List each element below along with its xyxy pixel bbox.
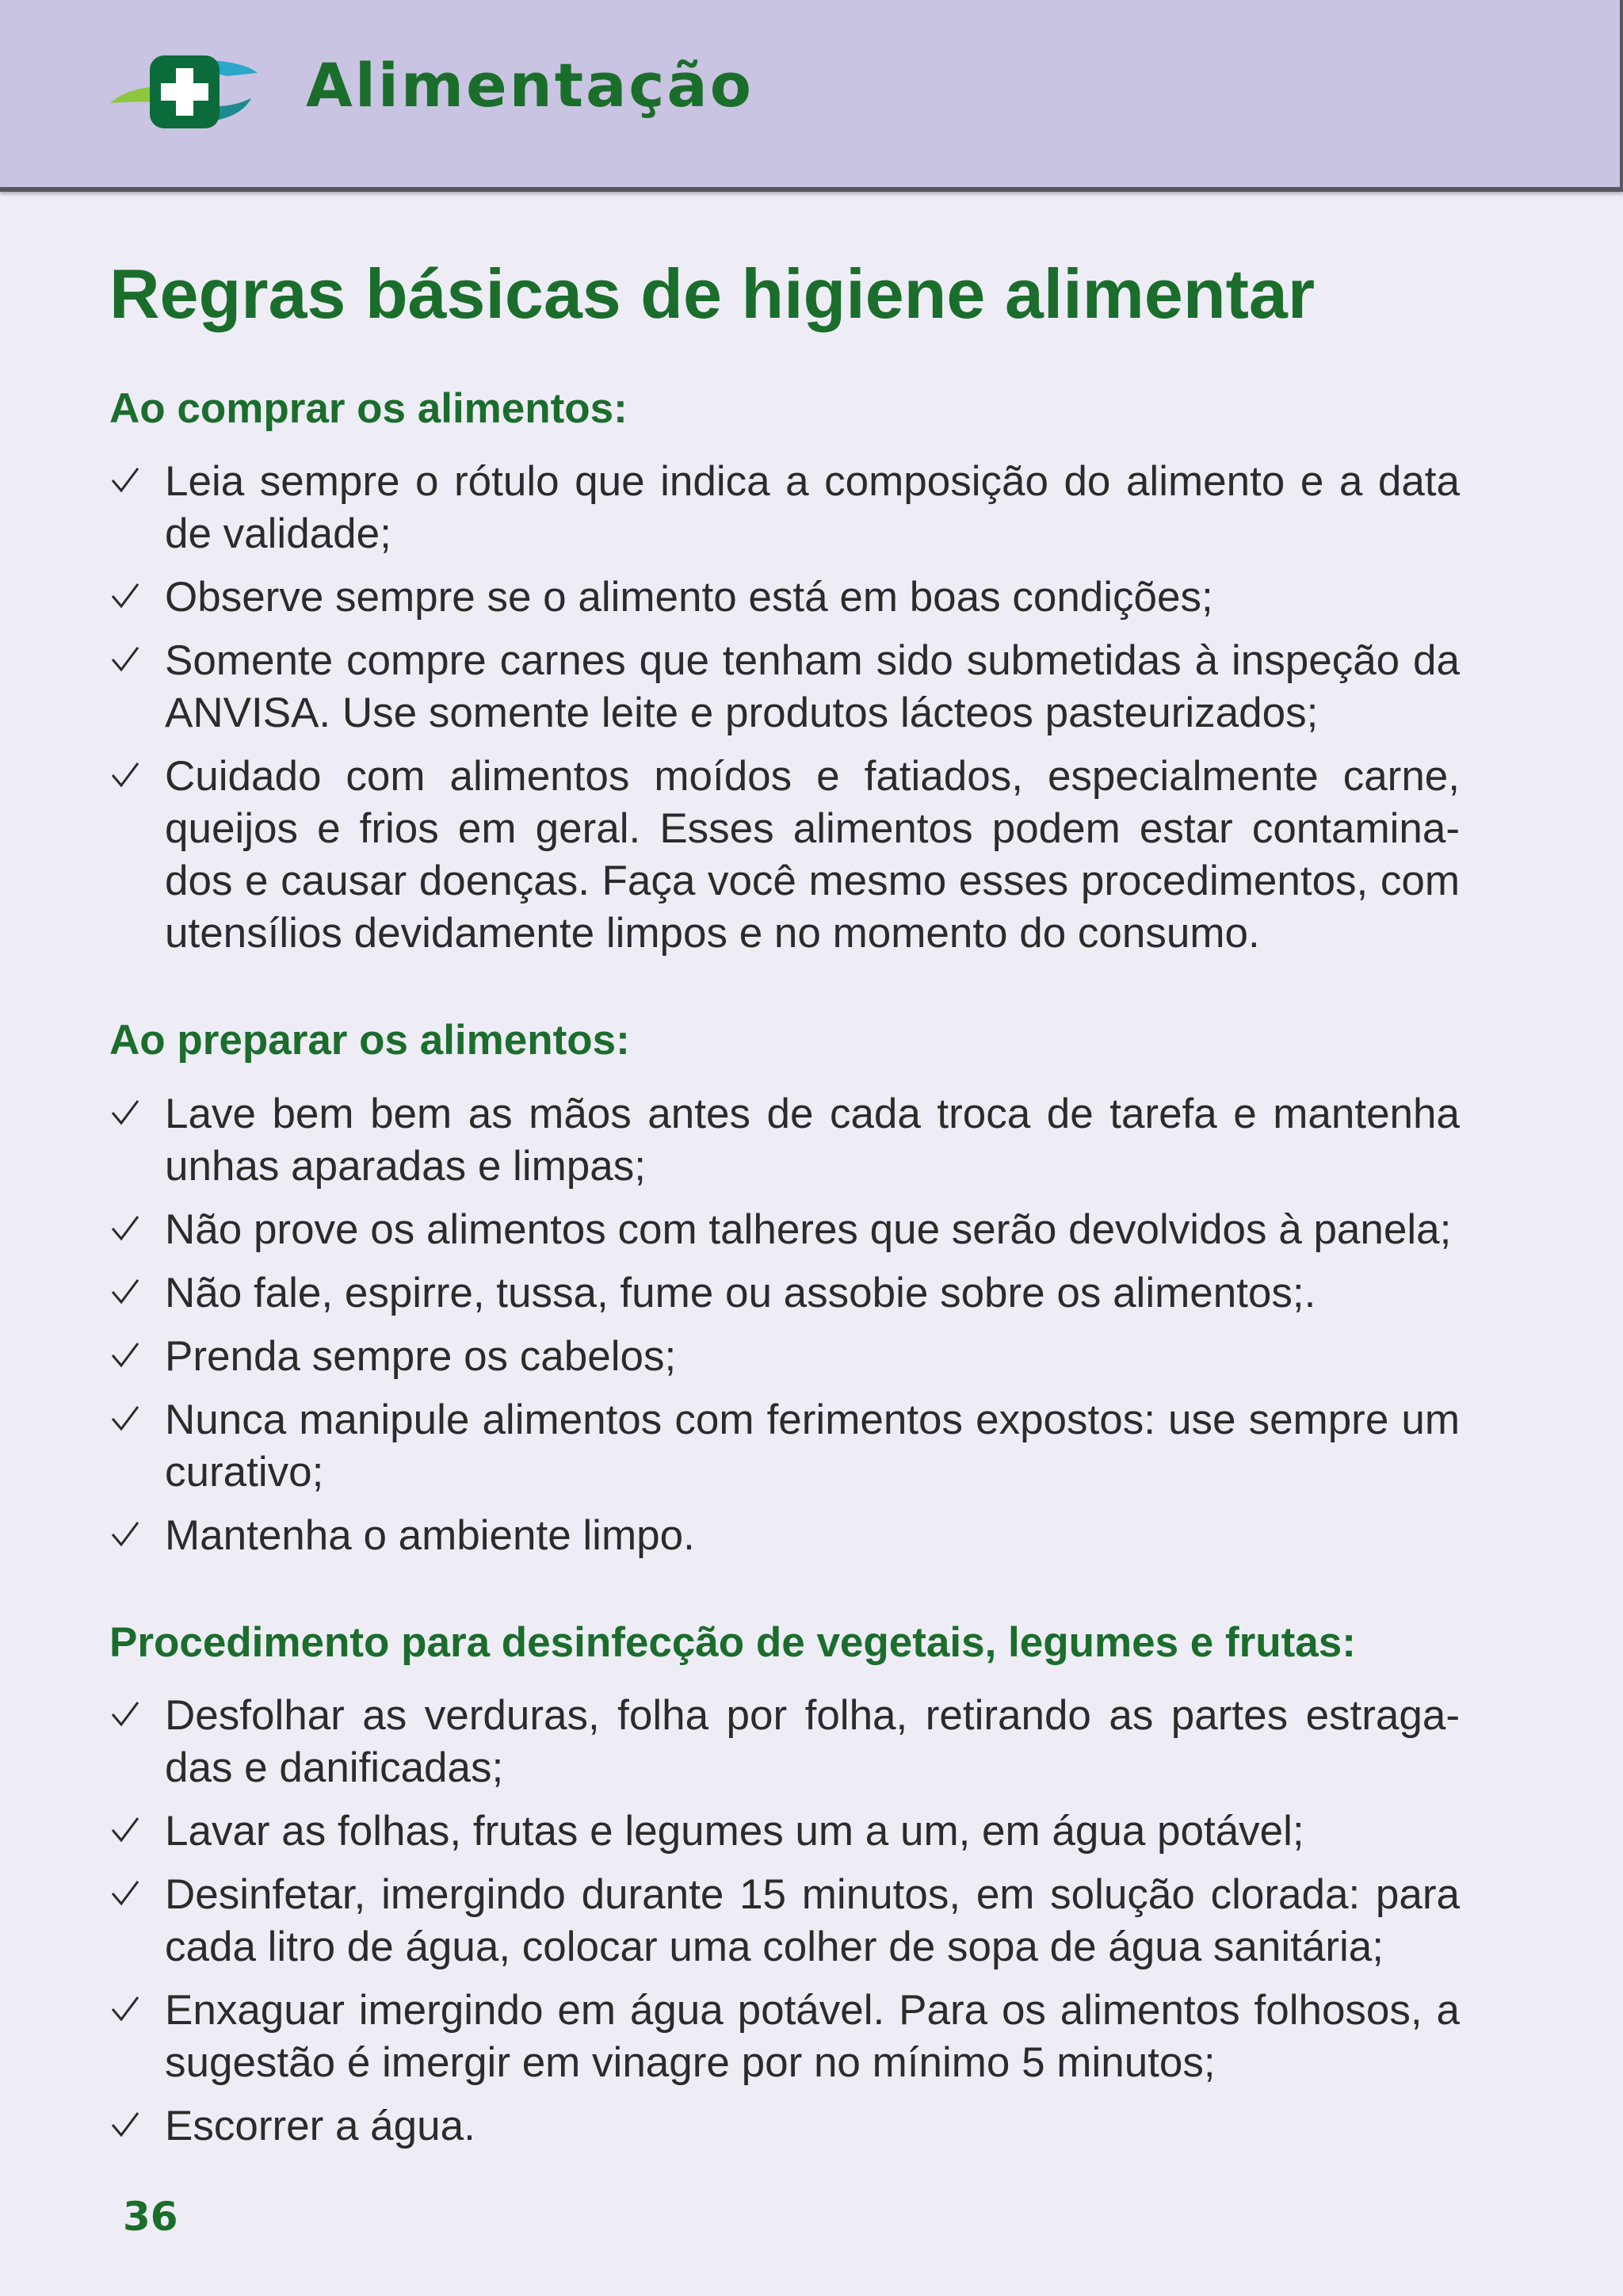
list-item	[109, 635, 1460, 739]
list-item-text: Não prove os alimentos com talheres que serão devolvidos à panela;	[165, 1205, 1452, 1253]
page-content	[109, 252, 1460, 2208]
list-item-text: Não fale, espirre, tussa, fume ou assobie sobre os alimentos;.	[165, 1269, 1316, 1316]
list-item	[109, 1267, 1460, 1320]
checkmark-icon	[111, 467, 139, 494]
list-item-text: Somente compre carnes que tenham sido submetidas à inspeção da ANVISA. Use somente leite e produtos lácteos pasteurizados;	[165, 637, 1460, 737]
section-title: Alimentação	[306, 50, 754, 120]
list-item	[109, 751, 1460, 960]
list-item-text: Observe sempre se o alimento está em boas condições;	[165, 574, 1213, 621]
checkmark-icon	[111, 1342, 139, 1369]
list-item-text: Cuidado com alimentos moídos e fatiados, especialmente carne, queijos e frios em geral. Esses alimentos podem estar contamina-dos e causar doenças. Faça você mesmo esses procedimentos, com utensílios devidamente limpos e no momento do consumo.	[165, 753, 1460, 957]
list-item	[109, 1805, 1460, 1858]
checkmark-icon	[111, 583, 139, 609]
checkmark-icon	[111, 1278, 139, 1305]
list-item	[109, 1985, 1460, 2089]
list-item	[109, 2100, 1460, 2153]
page-header	[0, 0, 1623, 192]
list-item	[109, 1510, 1460, 1562]
checkmark-icon	[111, 1701, 139, 1728]
list-desinfeccao	[109, 1690, 1460, 2153]
page-number: 36	[123, 2194, 178, 2240]
checkmark-icon	[111, 1996, 139, 2023]
list-item-text: Leia sempre o rótulo que indica a composição do alimento e a data de validade;	[165, 458, 1460, 558]
list-item	[109, 1394, 1460, 1499]
list-item-text: Escorrer a água.	[165, 2103, 475, 2150]
list-comprar	[109, 456, 1460, 960]
section-heading-comprar: Ao comprar os alimentos:	[109, 384, 628, 432]
list-item-text: Desinfetar, imergindo durante 15 minutos, em solução clorada: para cada litro de água, colocar uma colher de sopa de água sanitária;	[165, 1871, 1460, 1971]
checkmark-icon	[111, 1215, 139, 1242]
list-item-text: Desfolhar as verduras, folha por folha, retirando as partes estraga-das e danificadas;	[165, 1692, 1460, 1792]
list-preparar	[109, 1088, 1460, 1562]
checkmark-icon	[111, 762, 139, 789]
section-heading-preparar: Ao preparar os alimentos:	[109, 1017, 630, 1064]
list-item	[109, 1869, 1460, 1973]
list-item	[109, 571, 1460, 624]
list-item-text: Prenda sempre os cabelos;	[165, 1332, 677, 1380]
list-item-text: Lave bem bem as mãos antes de cada troca de tarefa e mantenha unhas aparadas e limpas;	[165, 1090, 1460, 1190]
checkmark-icon	[111, 646, 139, 673]
list-item-text: Enxaguar imergindo em água potável. Para os alimentos folhosos, a sugestão é imergir em vinagre por no mínimo 5 minutos;	[165, 1987, 1460, 2087]
list-item	[109, 1690, 1460, 1794]
list-item-text: Lavar as folhas, frutas e legumes um a um, em água potável;	[165, 1808, 1304, 1855]
list-item	[109, 1331, 1460, 1383]
list-item-text: Nunca manipule alimentos com ferimentos expostos: use sempre um curativo;	[165, 1396, 1460, 1496]
checkmark-icon	[111, 1880, 139, 1907]
checkmark-icon	[111, 1521, 139, 1548]
checkmark-icon	[111, 1099, 139, 1126]
list-item	[109, 1204, 1460, 1256]
list-item	[109, 456, 1460, 560]
page-title: Regras básicas de higiene alimentar	[109, 254, 1316, 333]
list-item	[109, 1088, 1460, 1193]
checkmark-icon	[111, 1405, 139, 1432]
checkmark-icon	[111, 2111, 139, 2138]
checkmark-icon	[111, 1817, 139, 1843]
section-heading-desinfeccao: Procedimento para desinfecção de vegetais, legumes e frutas:	[109, 1618, 1356, 1666]
list-item-text: Mantenha o ambiente limpo.	[165, 1511, 695, 1559]
health-cross-logo-icon	[109, 52, 259, 132]
